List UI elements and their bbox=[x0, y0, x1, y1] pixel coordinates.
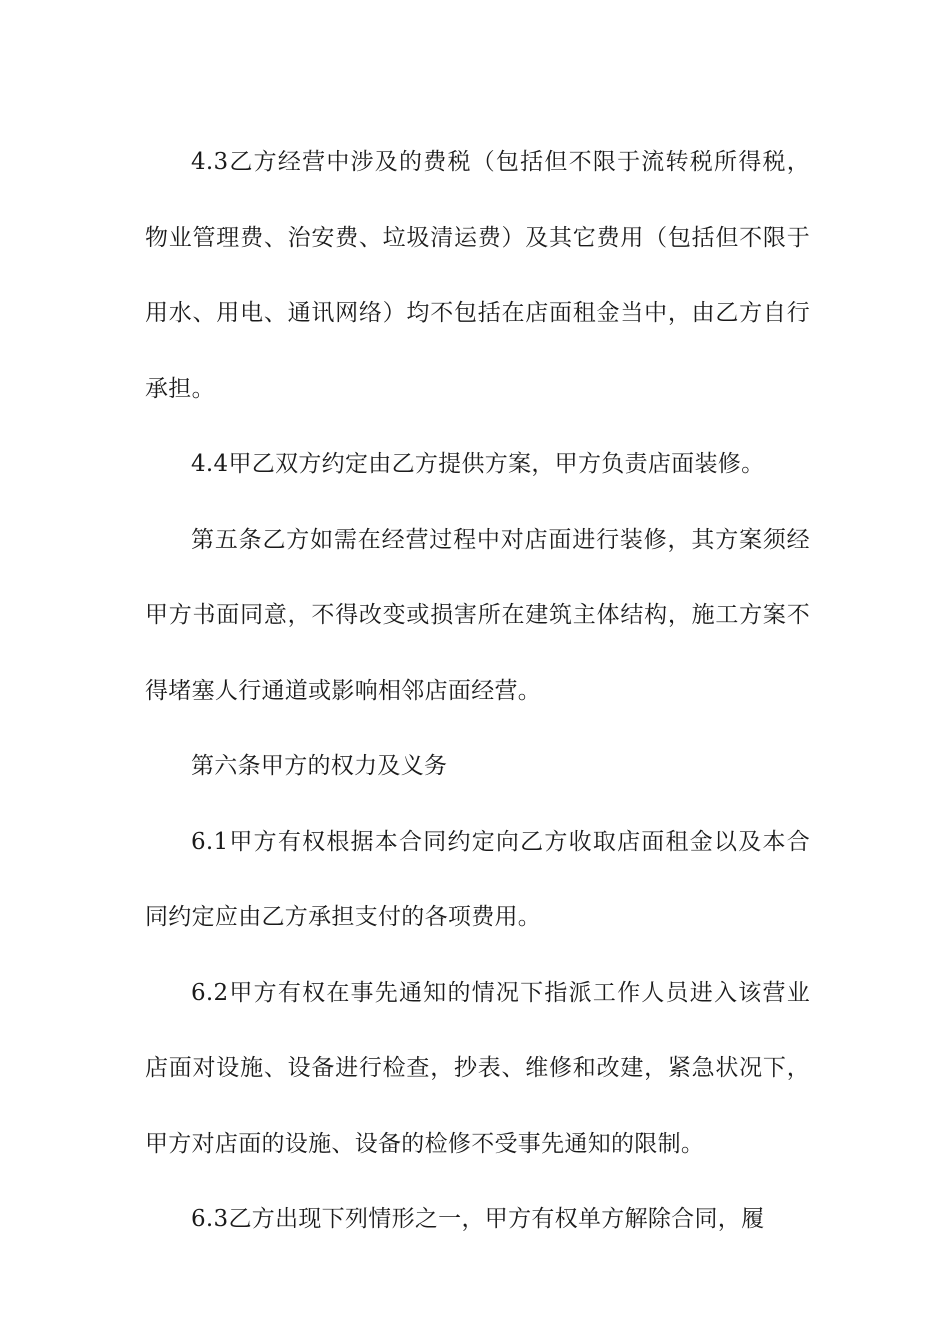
paragraph-6-2: 6.2甲方有权在事先通知的情况下指派工作人员进入该营业店面对设施、设备进行检查，抄表、维修和改建，紧急状况下，甲方对店面的设施、设备的检修不受事先通知的限制。 bbox=[145, 979, 810, 1157]
paragraph-6-1: 6.1甲方有权根据本合同约定向乙方收取店面租金以及本合同约定应由乙方承担支付的各项费用。 bbox=[145, 828, 810, 930]
document-body bbox=[145, 125, 810, 1258]
heading-article-6: 第六条甲方的权力及义务 bbox=[191, 753, 448, 779]
paragraph-4-3: 4.3乙方经营中涉及的费税（包括但不限于流转税所得税，物业管理费、治安费、垃圾清运费）及其它费用（包括但不限于用水、用电、通讯网络）均不包括在店面租金当中，由乙方自行承担。 bbox=[145, 149, 810, 402]
paragraph-6-3: 6.3乙方出现下列情形之一，甲方有权单方解除合同，履 bbox=[191, 1206, 765, 1232]
paragraph-4-4: 4.4甲乙双方约定由乙方提供方案，甲方负责店面装修。 bbox=[191, 451, 765, 477]
paragraph-article-5: 第五条乙方如需在经营过程中对店面进行装修，其方案须经甲方书面同意，不得改变或损害所在建筑主体结构，施工方案不得堵塞人行通道或影响相邻店面经营。 bbox=[145, 526, 810, 704]
